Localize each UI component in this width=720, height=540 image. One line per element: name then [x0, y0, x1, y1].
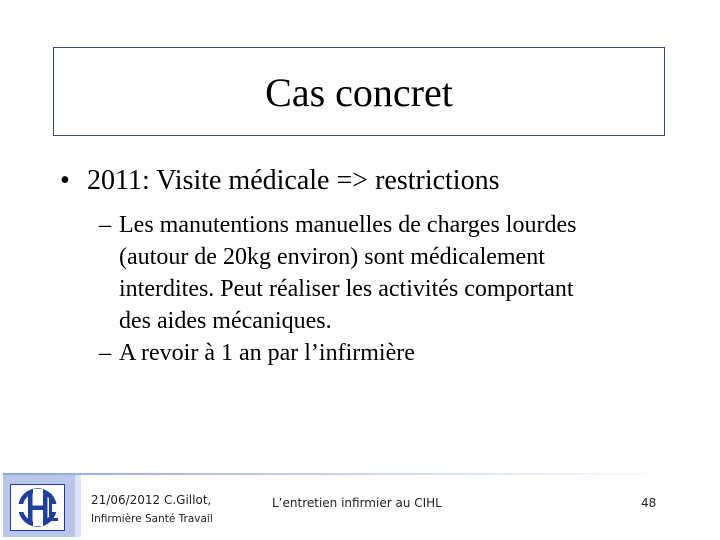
- dash-icon: –: [99, 340, 111, 366]
- sub-bullet-line: A revoir à 1 an par l’infirmière: [119, 340, 415, 366]
- sub-bullet-list: [99, 209, 679, 369]
- cihl-logo: [10, 484, 65, 531]
- dash-icon: –: [99, 212, 111, 238]
- sub-bullet-line: interdites. Peut réaliser les activités comportant: [119, 276, 574, 302]
- main-bullet: [60, 164, 499, 198]
- footer-date-author: 21/06/2012 C.Gillot,: [91, 493, 212, 507]
- slide-footer: [0, 465, 720, 540]
- sub-bullet-line: Les manutentions manuelles de charges lourdes: [119, 212, 577, 238]
- footer-divider: [3, 473, 673, 475]
- sub-bullet-line: des aides mécaniques.: [119, 308, 332, 334]
- footer-author-role: Infirmière Santé Travail: [91, 513, 213, 525]
- slide-title: Cas concret: [265, 69, 453, 115]
- sub-bullet-item: [99, 209, 679, 337]
- footer-center-text: L’entretien infirmier au CIHL: [272, 496, 442, 510]
- footer-logo-band-edge: [75, 475, 81, 537]
- sub-bullet-item: [99, 337, 679, 369]
- title-box: [53, 47, 665, 136]
- sub-bullet-line: (autour de 20kg environ) sont médicalement: [119, 244, 545, 270]
- cihl-logo-icon: [10, 484, 65, 531]
- page-number: 48: [641, 496, 657, 510]
- main-bullet-text: 2011: Visite médicale => restrictions: [87, 165, 500, 196]
- footer-author-block: [91, 493, 213, 526]
- bullet-dot-icon: •: [60, 165, 70, 196]
